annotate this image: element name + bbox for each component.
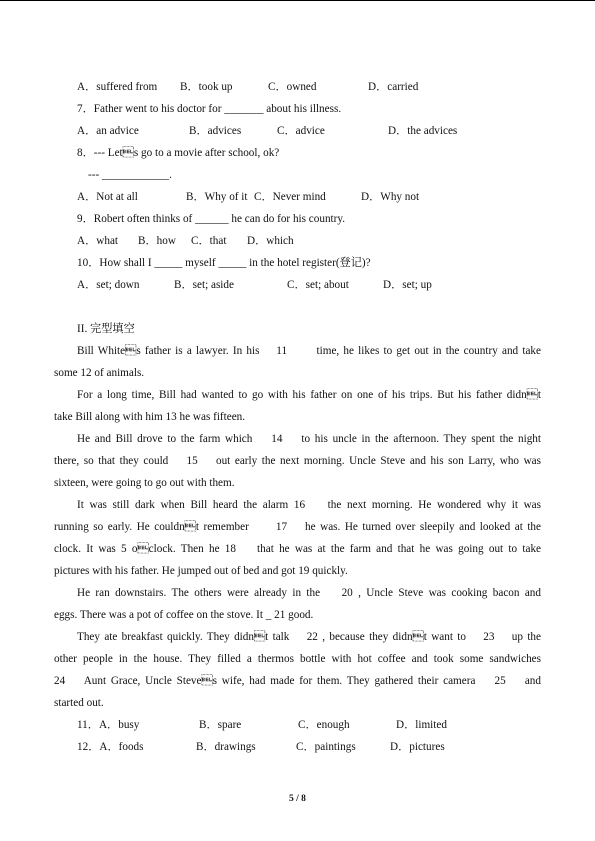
q7-option-a: A．an advice [77, 125, 139, 137]
q12-option-c: C．paintings [296, 741, 356, 753]
q10-option-a: A．set; down [77, 279, 140, 291]
q11-option-a: 11．A．busy [77, 719, 140, 731]
q9-option-a: A．what [77, 235, 119, 247]
passage-line: some 12 of animals. [54, 367, 145, 379]
q7-option-d: D．the advices [388, 125, 458, 137]
q9-option-c: C．that [191, 235, 227, 247]
q6-option-d: D．carried [368, 81, 419, 93]
q8-stem: 8．--- Lets go to a movie after school, ok? [77, 147, 280, 159]
passage-line: Bill Whites father is a lawyer. In his 11 time, he likes to get out in the country and take [77, 345, 541, 357]
q6-option-a: A．suffered from [77, 81, 158, 93]
q7-option-b: B．advices [189, 125, 242, 137]
q6-option-c: C．owned [268, 81, 317, 93]
q11-option-b: B．spare [199, 719, 242, 731]
q9-option-b: B．how [138, 235, 176, 247]
q9-stem: 9．Robert often thinks of ______ he can do for his country. [77, 213, 346, 225]
passage-line: clock. It was 5 oclock. Then he 18 that he was at the farm and that he was going out to take [54, 543, 541, 555]
page-number: 5 / 8 [289, 794, 306, 804]
passage-line: running so early. He couldnt remember 17 he was. He turned over sleepily and looked at the [54, 521, 541, 533]
passage-line: other people in the house. They filled a thermos bottle with hot coffee and took some sandwiches [54, 653, 541, 665]
q8-option-c: C．Never mind [254, 191, 326, 203]
q8-option-d: D．Why not [361, 191, 420, 203]
q10-option-c: C．set; about [287, 279, 349, 291]
passage-line: take Bill along with him 13 he was fifteen. [54, 411, 246, 423]
top-border [0, 0, 595, 1]
passage-line: It was still dark when Bill heard the alarm 16 the next morning. He wondered why it was [77, 499, 541, 511]
passage-line: They ate breakfast quickly. They didnt talk 22 , because they didnt want to 23 up the [77, 631, 541, 643]
q8-option-a: A．Not at all [77, 191, 138, 203]
passage-line: there, so that they could 15 out early the next morning. Uncle Steve and his son Larry, who was [54, 455, 541, 467]
passage-line: sixteen, were going to go out with them. [54, 477, 235, 489]
q12-option-d: D．pictures [390, 741, 445, 753]
passage-line: started out. [54, 697, 104, 709]
q9-option-d: D．which [247, 235, 294, 247]
passage-line: For a long time, Bill had wanted to go with his father on one of his trips. But his father didnt [77, 389, 541, 401]
passage-line: 24 Aunt Grace, Uncle Steves wife, had made for them. They gathered their camera 25 and [54, 675, 541, 687]
q7-stem: 7．Father went to his doctor for _______ about his illness. [77, 103, 342, 115]
passage-line: eggs. There was a pot of coffee on the stove. It _ 21 good. [54, 609, 314, 621]
q11-option-d: D．limited [396, 719, 447, 731]
q11-option-c: C．enough [298, 719, 350, 731]
passage-line: He ran downstairs. The others were already in the 20 , Uncle Steve was cooking bacon and [77, 587, 541, 599]
passage-line: He and Bill drove to the farm which 14 to his uncle in the afternoon. They spent the night [77, 433, 541, 445]
q10-option-d: D．set; up [383, 279, 432, 291]
q12-option-a: 12．A．foods [77, 741, 144, 753]
q8-answer-line: --- ____________. [88, 169, 172, 181]
q12-option-b: B．drawings [196, 741, 256, 753]
passage-line: pictures with his father. He jumped out of bed and got 19 quickly. [54, 565, 348, 577]
q6-option-b: B．took up [180, 81, 233, 93]
q10-option-b: B．set; aside [174, 279, 234, 291]
q10-stem: 10．How shall I _____ myself _____ in the hotel register(登记)? [77, 257, 371, 269]
q7-option-c: C．advice [277, 125, 325, 137]
q8-option-b: B．Why of it [186, 191, 248, 203]
section-heading: II. 完型填空 [77, 323, 135, 335]
